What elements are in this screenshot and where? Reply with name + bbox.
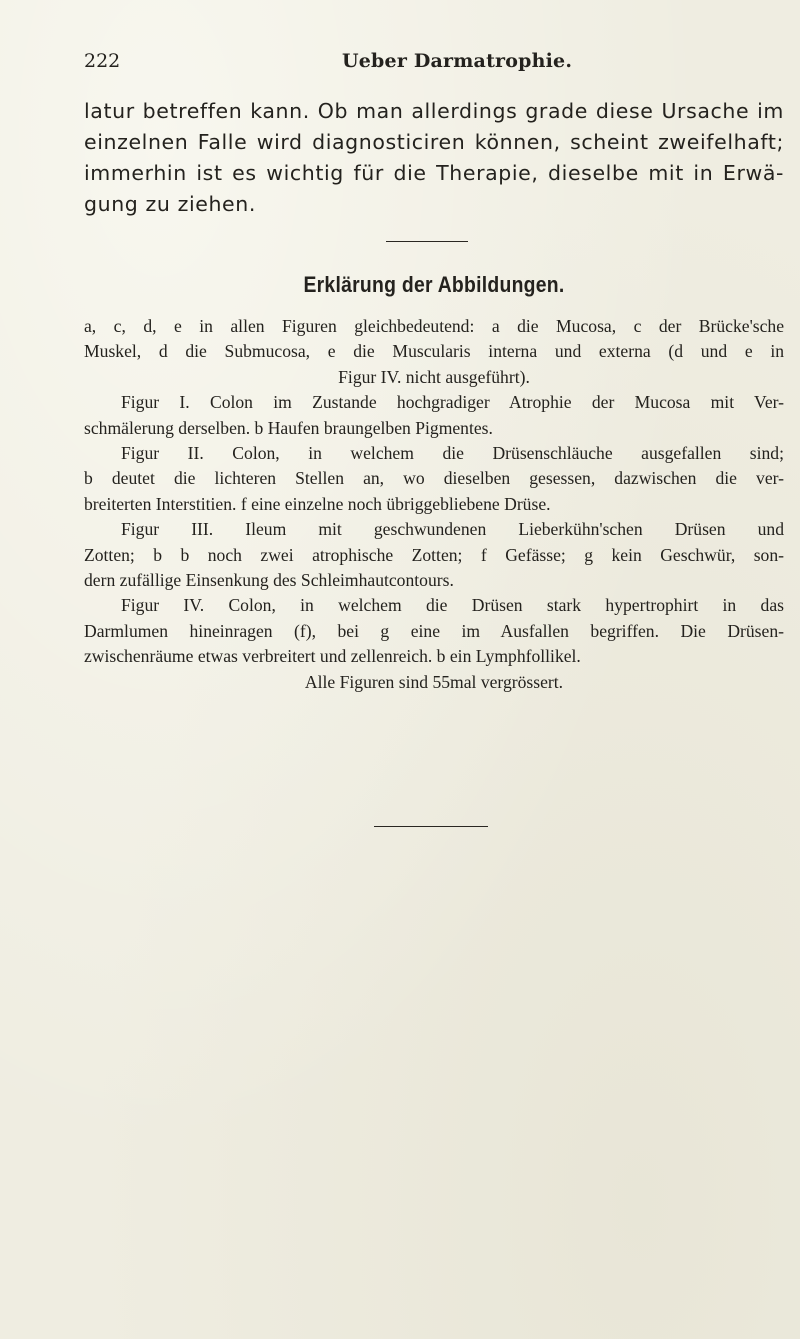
legend-line: Zotten; b b noch zwei atrophische Zotten; f Gefässe; g kein Geschwür, son- — [84, 544, 784, 565]
legend-line: b deutet die lichteren Stellen an, wo dieselben gesessen, dazwischen die ver- — [84, 468, 784, 489]
legend-line: breiterten Interstitien. f eine einzelne noch übriggebliebene Drüse. — [84, 493, 551, 514]
text-line: latur betreffen kann. Ob man allerdings grade diese Ursache im — [84, 99, 784, 123]
text-line: immerhin ist es wichtig für die Therapie, dieselbe mit in Erwä- — [84, 161, 784, 185]
legend-line: dern zufällige Einsenkung des Schleimhautcontours. — [84, 570, 454, 591]
page-number: 222 — [84, 50, 121, 72]
legend-line: Muskel, d die Submucosa, e die Muscularis interna und externa (d und e in — [84, 341, 784, 362]
legend-line: Figur III. Ileum mit geschwundenen Lieberkühn'schen Drüsen und — [121, 519, 784, 540]
legend-line: Figur II. Colon, in welchem die Drüsenschläuche ausgefallen sind; — [121, 443, 784, 464]
intro-paragraph — [84, 96, 784, 220]
legend-line: Figur I. Colon im Zustande hochgradiger Atrophie der Mucosa mit Ver- — [121, 392, 784, 413]
legend-line: Darmlumen hineinragen (f), bei g eine im Ausfallen begriffen. Die Drüsen- — [84, 620, 784, 641]
legend-line: Figur IV. Colon, in welchem die Drüsen stark hypertrophirt in das — [121, 595, 784, 616]
text-line: gung zu ziehen. — [84, 192, 256, 216]
section-heading: Erklärung der Abbildungen. — [303, 272, 565, 297]
end-divider — [374, 826, 488, 827]
legend-line: a, c, d, e in allen Figuren gleichbedeutend: a die Mucosa, c der Brücke'sche — [84, 316, 784, 336]
running-title: Ueber Darmatrophie. — [342, 50, 573, 72]
legend-line: zwischenräume etwas verbreitert und zellenreich. b ein Lymphfollikel. — [84, 646, 581, 667]
figure-legend — [84, 314, 784, 695]
legend-line: Figur IV. nicht ausgeführt). — [338, 366, 530, 387]
text-line: einzelnen Falle wird diagnosticiren können, scheint zweifelhaft; — [84, 130, 784, 154]
page-header — [84, 50, 784, 80]
legend-line: schmälerung derselben. b Haufen braungelben Pigmentes. — [84, 417, 493, 438]
section-divider — [386, 241, 468, 242]
legend-line: Alle Figuren sind 55mal vergrössert. — [304, 671, 564, 692]
